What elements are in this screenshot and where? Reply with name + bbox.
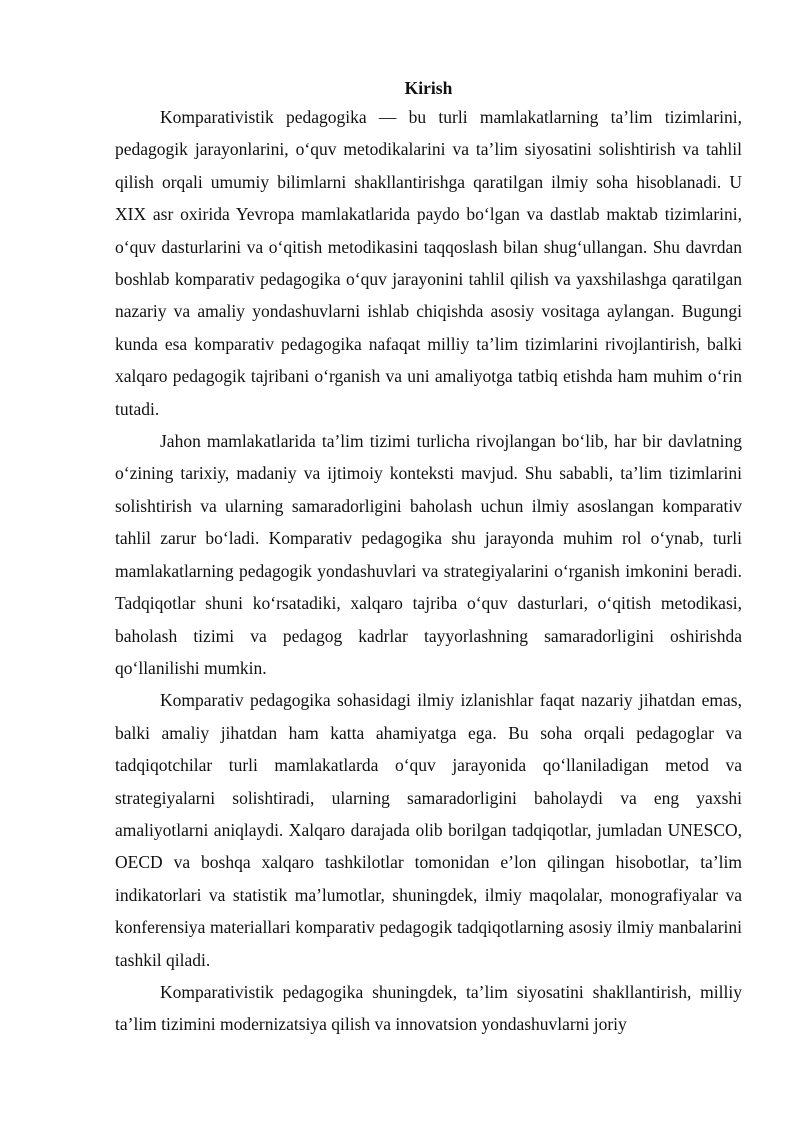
paragraph-3: Komparativ pedagogika sohasidagi ilmiy izlanishlar faqat nazariy jihatdan emas, balki amaliy jihatdan ham katta ahamiyatga ega. Bu soha orqali pedagoglar va tadqiqotchilar turli mamlakatlarda o‘quv jarayonida qo‘llaniladigan metod va strategiyalarni solishtiradi, ularning samaradorligini baholaydi va eng yaxshi amaliyotlarni aniqlaydi. Xalqaro darajada olib borilgan tadqiqotlar, jumladan UNESCO, OECD va boshqa xalqaro tashkilotlar tomonidan e’lon qilingan hisobotlar, ta’lim indikatorlari va statistik ma’lumotlar, shuningdek, ilmiy maqolalar, monografiyalar va konferensiya materiallari komparativ pedagogik tadqiqotlarning asosiy ilmiy manbalarini tashkil qiladi. [115, 690, 742, 970]
paragraph-2: Jahon mamlakatlarida ta’lim tizimi turlicha rivojlangan bo‘lib, har bir davlatning o‘zining tarixiy, madaniy va ijtimoiy konteksti mavjud. Shu sababli, ta’lim tizimlarini solishtirish va ularning samaradorligini baholash uchun ilmiy asoslangan komparativ tahlil zarur bo‘ladi. Komparativ pedagogika shu jarayonda muhim rol o‘ynab, turli mamlakatlarning pedagogik yondashuvlari va strategiyalarini o‘rganish imkonini beradi. Tadqiqotlar shuni ko‘rsatadiki, xalqaro tajriba o‘quv dasturlari, o‘qitish metodikasi, baholash tizimi va pedagog kadrlar tayyorlashning samaradorligini oshirishda qo‘llanilishi mumkin. [115, 431, 742, 678]
paragraph-1: Komparativistik pedagogika — bu turli mamlakatlarning ta’lim tizimlarini, pedagogik jarayonlarini, o‘quv metodikalarini va ta’lim siyosatini solishtirish va tahlil qilish orqali umumiy bilimlarni shakllantirishga qaratilgan ilmiy soha hisoblanadi. U XIX asr oxirida Yevropa mamlakatlarida paydo bo‘lgan va dastlab maktab tizimlarini, o‘quv dasturlarini va o‘qitish metodikasini taqqoslash bilan shug‘ullangan. Shu davrdan boshlab komparativ pedagogika o‘quv jarayonini tahlil qilish va yaxshilashga qaratilgan nazariy va amaliy yondashuvlarni ishlab chiqishda asosiy vositaga aylangan. Bugungi kunda esa komparativ pedagogika nafaqat milliy ta’lim tizimlarini rivojlantirish, balki xalqaro pedagogik tajribani o‘rganish va uni amaliyotga tatbiq etishda ham muhim o‘rin tutadi. [115, 107, 742, 419]
paragraph-4: Komparativistik pedagogika shuningdek, ta’lim siyosatini shakllantirish, milliy ta’lim tizimini modernizatsiya qilish va innovatsion yondashuvlarni joriy [115, 981, 742, 1035]
section-title: Kirish [404, 78, 453, 98]
